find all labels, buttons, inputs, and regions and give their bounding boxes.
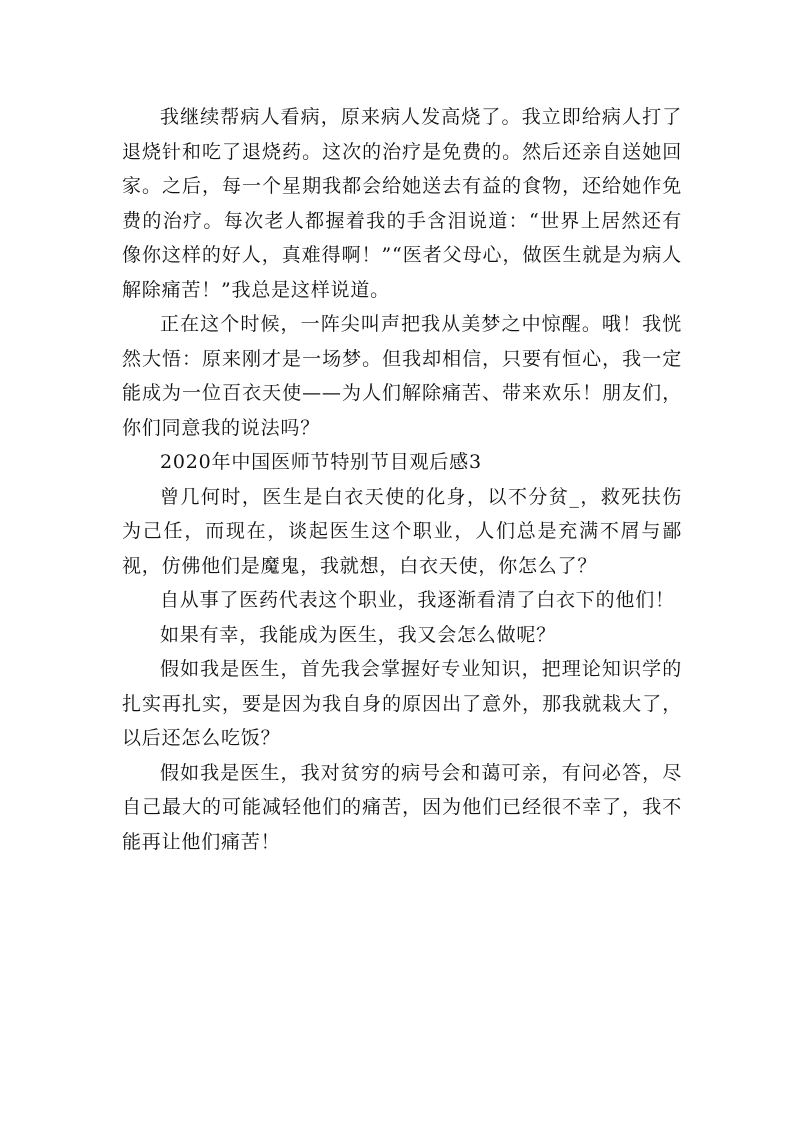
paragraph-1: 我继续帮病人看病，原来病人发高烧了。我立即给病人打了退烧针和吃了退烧药。这次的治疗是免费的。然后还亲自送她回家。之后，每一个星期我都会给她送去有益的食物，还给她作免费的治疗。每次老人都握着我的手含泪说道：“世界上居然还有像你这样的好人，真难得啊！”“医者父母心，做医生就是为病人解除痛苦！”我总是这样说道。 [122, 106, 682, 301]
paragraph-7: 假如我是医生，我对贫穷的病号会和蔼可亲，有问必答，尽自己最大的可能减轻他们的痛苦，因为他们已经很不幸了，我不能再让他们痛苦！ [122, 761, 682, 853]
paragraph-2: 正在这个时候，一阵尖叫声把我从美梦之中惊醒。哦！我恍然大悟：原来刚才是一场梦。但我却相信，只要有恒心，我一定能成为一位百衣天使——为人们解除痛苦、带来欢乐！朋友们，你们同意我的说法吗？ [122, 313, 682, 439]
document-body [122, 100, 682, 859]
section-heading: 2020年中国医师节特别节目观后感3 [160, 451, 482, 473]
paragraph-6: 假如我是医生，首先我会掌握好专业知识，把理论知识学的扎实再扎实，要是因为我自身的原因出了意外，那我就栽大了，以后还怎么吃饭？ [122, 658, 682, 749]
paragraph-3: 曾几何时，医生是白衣天使的化身，以不分贫_，救死扶伤为己任，而现在，谈起医生这个职业，人们总是充满不屑与鄙视，仿佛他们是魔鬼，我就想，白衣天使，你怎么了？ [122, 485, 682, 577]
paragraph-5: 如果有幸，我能成为医生，我又会怎么做呢？ [160, 623, 557, 646]
paragraph-4: 自从事了医药代表这个职业，我逐渐看清了白衣下的他们！ [160, 589, 675, 611]
